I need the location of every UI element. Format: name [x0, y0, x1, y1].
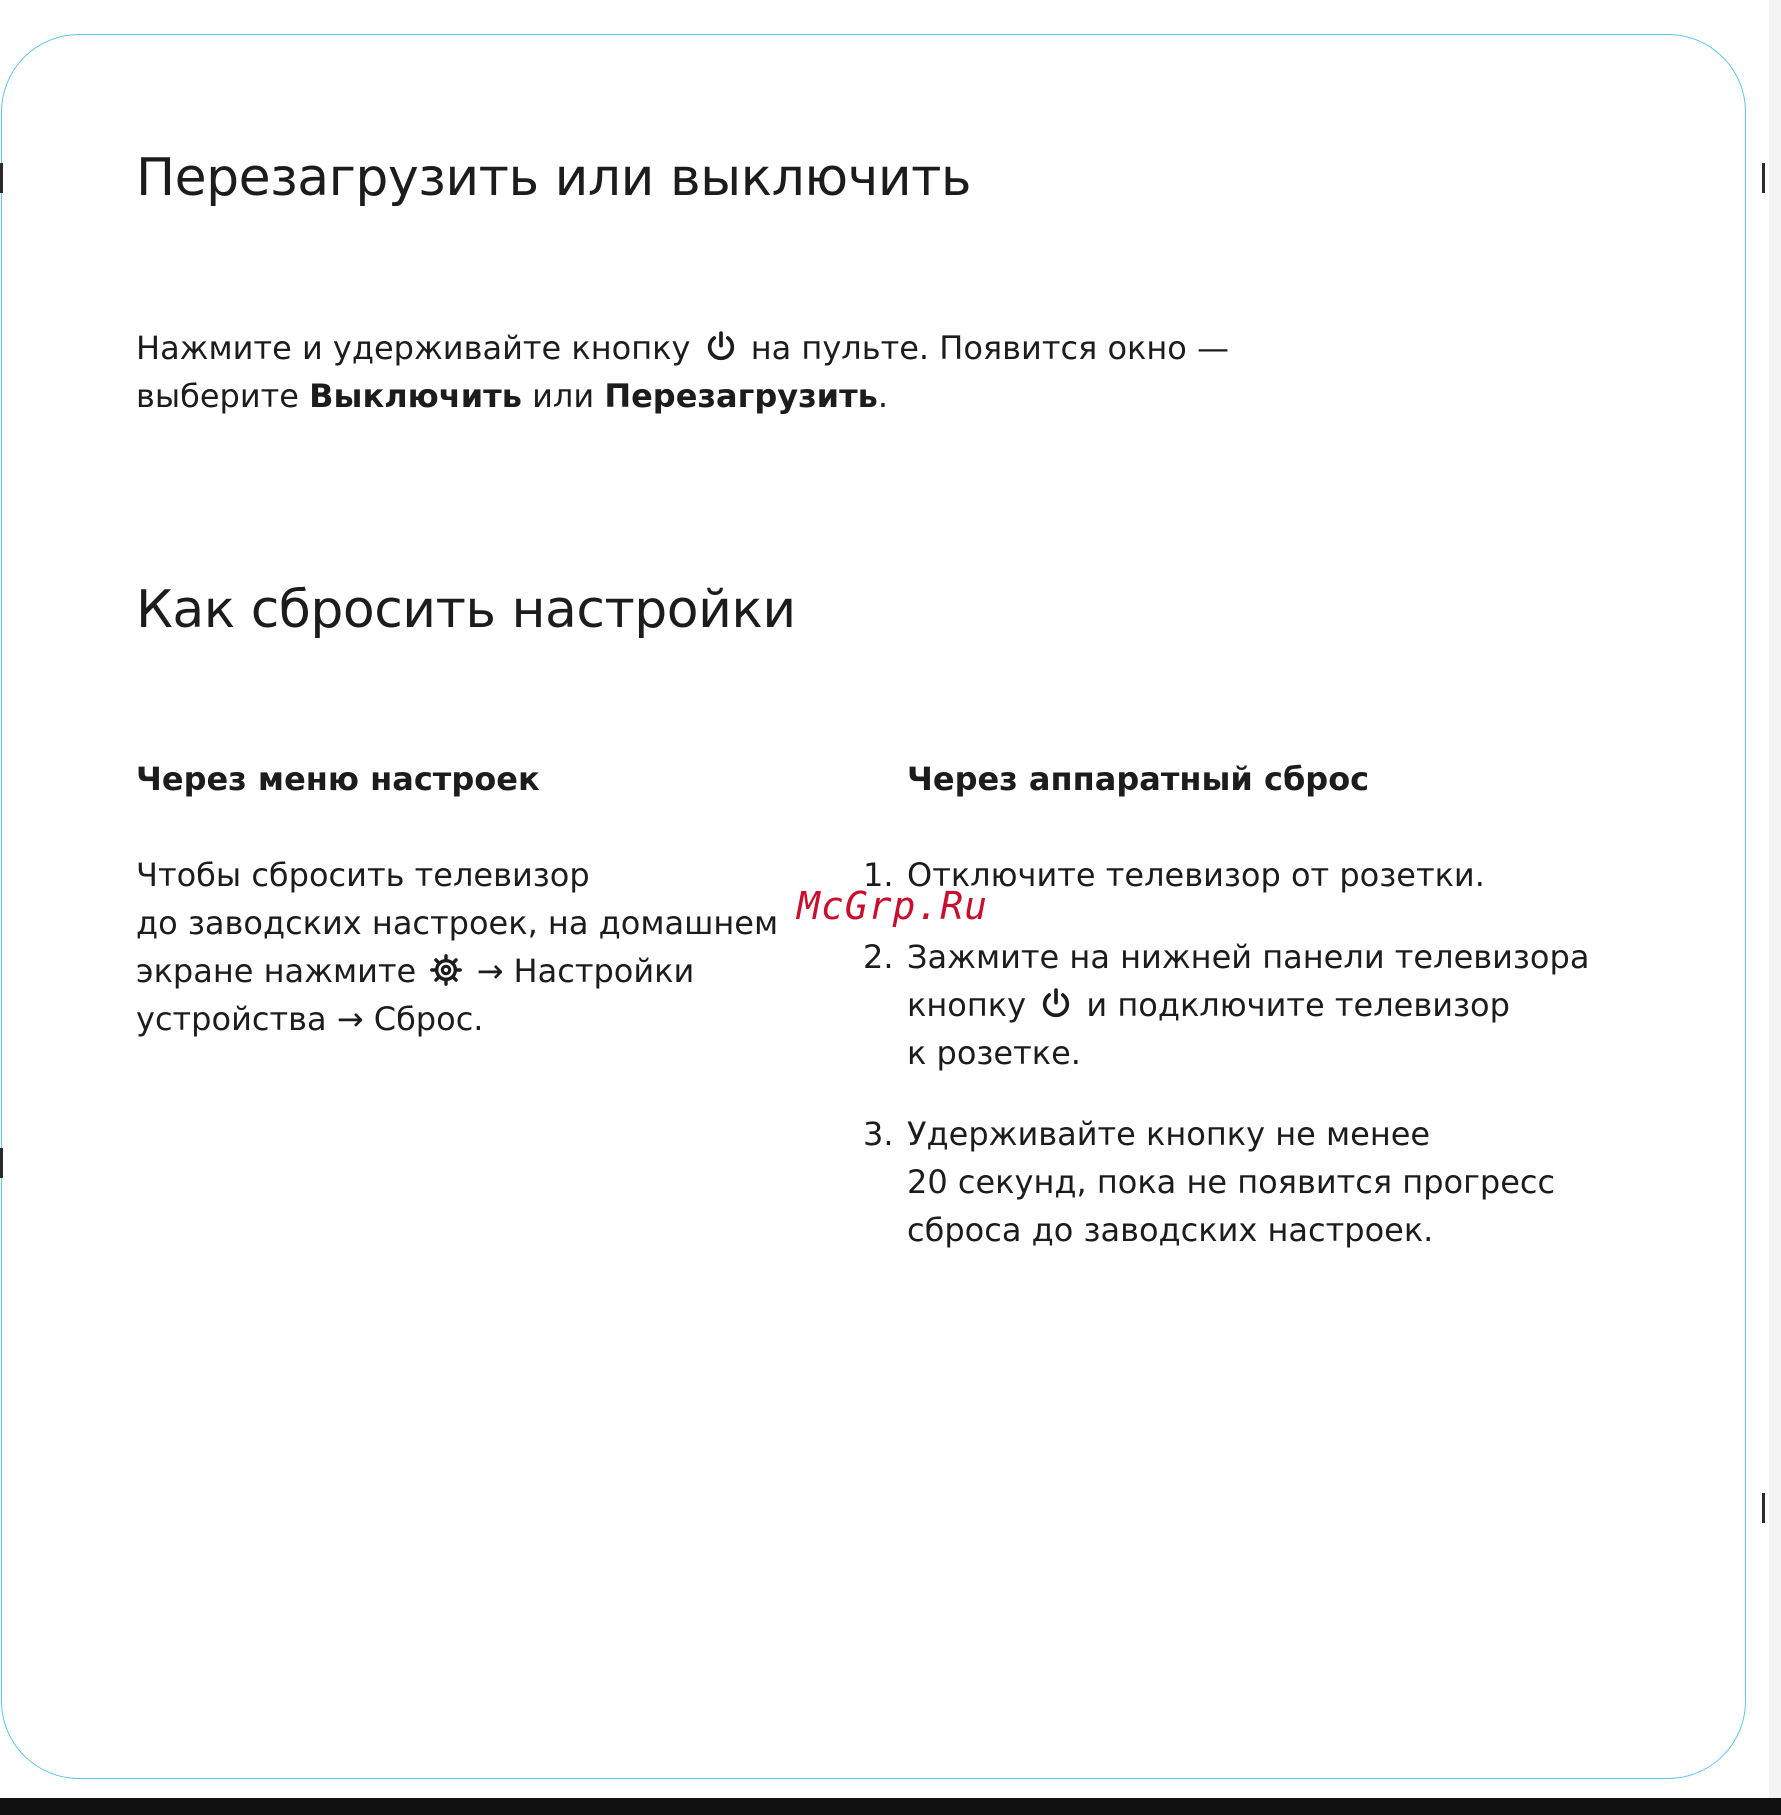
step-text: Зажмите на нижней панели телевизора: [907, 938, 1590, 976]
gear-icon: [429, 953, 463, 987]
step-number: 1.: [863, 856, 894, 894]
crop-mark: [1762, 163, 1765, 193]
crop-mark: [1762, 1493, 1765, 1523]
menu-line-4: устройства → Сброс.: [136, 1000, 484, 1038]
restart-text-2: на пульте. Появится окно —: [750, 329, 1230, 367]
menu-line-3: экране нажмите: [136, 952, 417, 990]
reboot-option: Перезагрузить: [604, 377, 878, 415]
step-number: 2.: [863, 938, 894, 976]
restart-text-3: выберите: [136, 377, 299, 415]
step-text: и подключите телевизор: [1086, 986, 1510, 1024]
step-text: Отключите телевизор от розетки.: [907, 856, 1485, 894]
watermark: McGrp.Ru: [797, 884, 989, 928]
menu-line-2: до заводских настроек, на домашнем: [136, 904, 779, 942]
reset-heading: Как сбросить настройки: [136, 580, 796, 640]
crop-mark: [0, 1148, 3, 1178]
menu-line-1: Чтобы сбросить телевизор: [136, 856, 590, 894]
step-text: сброса до заводских настроек.: [907, 1211, 1434, 1249]
restart-instructions: [136, 324, 1229, 420]
restart-text-1: Нажмите и удерживайте кнопку: [136, 329, 691, 367]
menu-line-3-end: → Настройки: [476, 952, 695, 990]
step-text: 20 секунд, пока не появится прогресс: [907, 1163, 1556, 1201]
list-item: [860, 933, 1589, 1077]
restart-text-4: или: [532, 377, 595, 415]
step-number: 3.: [863, 1115, 894, 1153]
page-edge-strip: [1769, 0, 1781, 1815]
restart-heading: Перезагрузить или выключить: [136, 148, 972, 208]
crop-mark: [0, 163, 3, 193]
step-text: к розетке.: [907, 1034, 1081, 1072]
power-icon: [1039, 987, 1073, 1021]
shutdown-option: Выключить: [309, 377, 522, 415]
restart-text-5: .: [877, 377, 889, 415]
power-icon: [704, 330, 738, 364]
menu-reset-title: Через меню настроек: [136, 760, 540, 798]
menu-reset-text: [136, 851, 778, 1043]
step-text: Удерживайте кнопку не менее: [907, 1115, 1431, 1153]
hardware-reset-title: Через аппаратный сброс: [907, 760, 1370, 798]
list-item: [860, 1110, 1589, 1254]
step-text: кнопку: [907, 986, 1027, 1024]
bottom-bar: [0, 1798, 1781, 1815]
